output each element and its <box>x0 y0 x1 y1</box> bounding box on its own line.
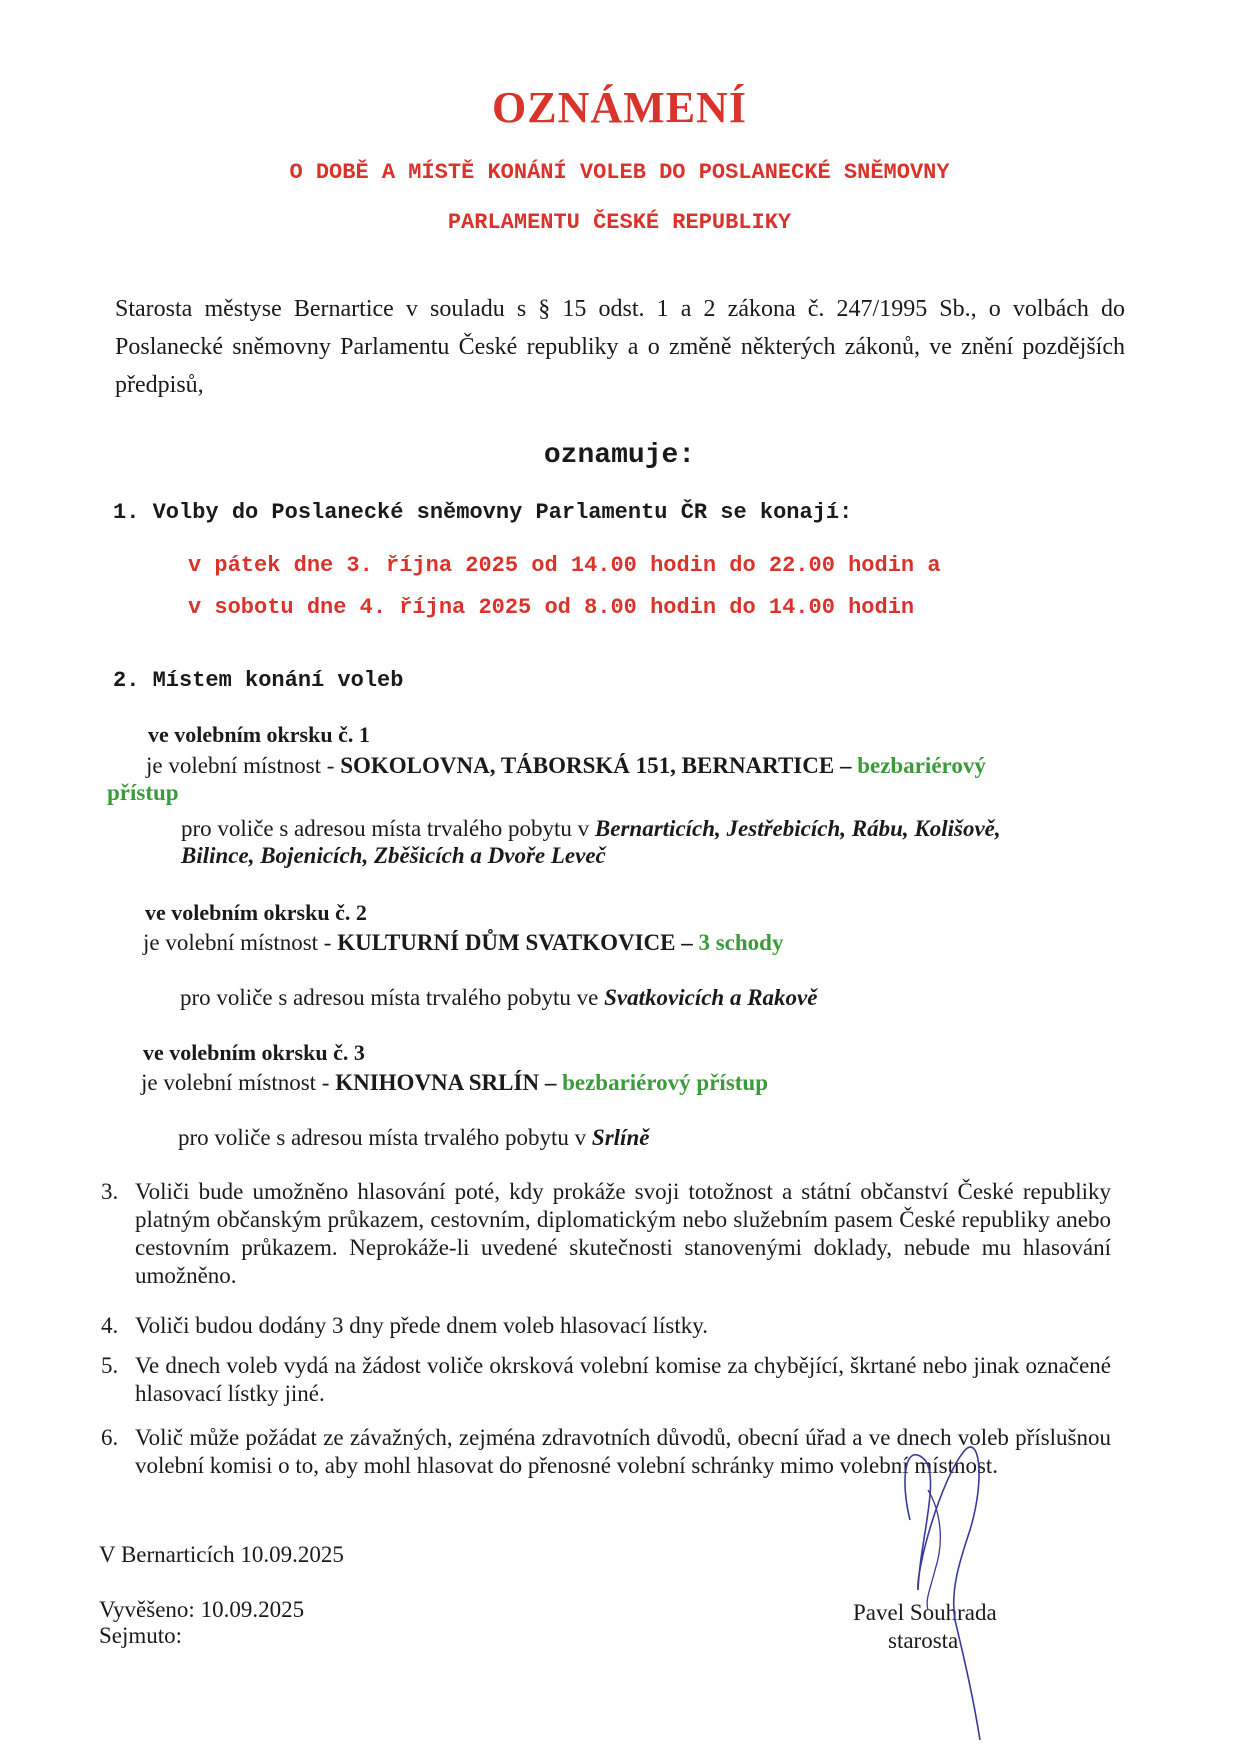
page-title: OZNÁMENÍ <box>492 83 747 132</box>
room-prefix: je volební místnost - <box>146 753 341 778</box>
district-1-label: ve volebním okrsku č. 1 <box>148 722 370 747</box>
handwritten-signature <box>880 1420 1030 1750</box>
signer-name: Pavel Souhrada <box>853 1600 997 1625</box>
district-3-label: ve volebním okrsku č. 3 <box>143 1040 365 1065</box>
subtitle-line-1: O DOBĚ A MÍSTĚ KONÁNÍ VOLEB DO POSLANECKÉ SNĚMOVNY <box>289 160 950 185</box>
district-3-voters <box>178 1125 649 1151</box>
room-name: KULTURNÍ DŮM SVATKOVICE <box>337 930 676 955</box>
dash: – <box>834 753 858 778</box>
item-3 <box>101 1178 1111 1298</box>
voters-prefix: pro voliče s adresou místa trvalého pobytu v <box>181 816 595 841</box>
item-1-heading: 1. Volby do Poslanecké sněmovny Parlamentu ČR se konají: <box>113 500 853 525</box>
district-1-room <box>146 753 986 779</box>
room-prefix: je volební místnost - <box>141 1070 336 1095</box>
item-number: 4. <box>101 1313 119 1338</box>
item-text: Ve dnech voleb vydá na žádost voliče okrsková volební komise za chybějící, škrtané nebo jinak označené hlasovací lístky jiné. <box>135 1353 1111 1406</box>
district-2-voters <box>180 985 817 1011</box>
places: Srlíně <box>591 1125 650 1150</box>
announces-heading: oznamuje: <box>543 440 696 471</box>
district-2-label: ve volebním okrsku č. 2 <box>145 900 367 925</box>
district-1-access-continued: přístup <box>107 780 179 805</box>
posted-date: Vyvěšeno: 10.09.2025 <box>99 1597 305 1622</box>
item-2-heading: 2. Místem konání voleb <box>113 668 404 693</box>
dash: – <box>675 930 699 955</box>
item-5 <box>101 1352 1111 1412</box>
item-number: 3. <box>101 1179 119 1204</box>
room-prefix: je volební místnost - <box>143 930 338 955</box>
item-number: 5. <box>101 1353 119 1378</box>
dash: – <box>539 1070 563 1095</box>
district-2-room <box>143 930 783 956</box>
district-1-places-continued: Bilince, Bojenicích, Zběšicích a Dvoře Leveč <box>181 843 606 868</box>
access-info: bezbariérový <box>857 753 986 778</box>
voters-prefix: pro voliče s adresou místa trvalého pobytu v <box>178 1125 592 1150</box>
district-3-room <box>141 1070 768 1096</box>
removed-date: Sejmuto: <box>99 1623 183 1648</box>
item-text: Volič může požádat ze závažných, zejména zdravotních důvodů, obecní úřad a ve dnech voleb příslušnou volební komisi o to, aby mohl hlasovat do přenosné volební schránky mimo volební místnost. <box>135 1425 1111 1478</box>
room-name: KNIHOVNA SRLÍN <box>335 1070 540 1095</box>
intro-paragraph: Starosta městyse Bernartice v souladu s § 15 odst. 1 a 2 zákona č. 247/1995 Sb., o volbách do Poslanecké sněmovny Parlamentu České republiky a o změně některých zákonů, ve znění pozdějších předpisů, <box>115 296 1125 398</box>
subtitle-line-2: PARLAMENTU ČESKÉ REPUBLIKY <box>447 210 792 235</box>
place-and-date: V Bernarticích 10.09.2025 <box>99 1542 344 1567</box>
access-info: 3 schody <box>698 930 784 955</box>
item-text: Voliči budou dodány 3 dny přede dnem voleb hlasovací lístky. <box>135 1313 708 1338</box>
places: Bernarticích, Jestřebicích, Rábu, Kolišově, <box>594 816 1001 841</box>
access-info: bezbariérový přístup <box>562 1070 769 1095</box>
item-4 <box>101 1312 1111 1342</box>
district-1-voters <box>181 816 1001 842</box>
signer-title: starosta <box>888 1628 959 1653</box>
item-text: Voliči bude umožněno hlasování poté, kdy prokáže svoji totožnost a státní občanství České republiky platným občanským průkazem, cestovním, diplomatickým nebo služebním pasem České republiky anebo cestovním průkazem. Neprokáže-li uvedené skutečnosti stanovenými doklady, nebude mu hlasování umožněno. <box>135 1179 1111 1288</box>
election-date-friday: v pátek dne 3. října 2025 od 14.00 hodin do 22.00 hodin a <box>188 553 941 578</box>
election-date-saturday: v sobotu dne 4. října 2025 od 8.00 hodin do 14.00 hodin <box>188 595 915 620</box>
places: Svatkovicích a Rakově <box>604 985 818 1010</box>
item-number: 6. <box>101 1425 119 1450</box>
voters-prefix: pro voliče s adresou místa trvalého pobytu ve <box>180 985 605 1010</box>
signature-stroke <box>905 1447 980 1740</box>
room-name: SOKOLOVNA, TÁBORSKÁ 151, BERNARTICE <box>340 753 835 778</box>
